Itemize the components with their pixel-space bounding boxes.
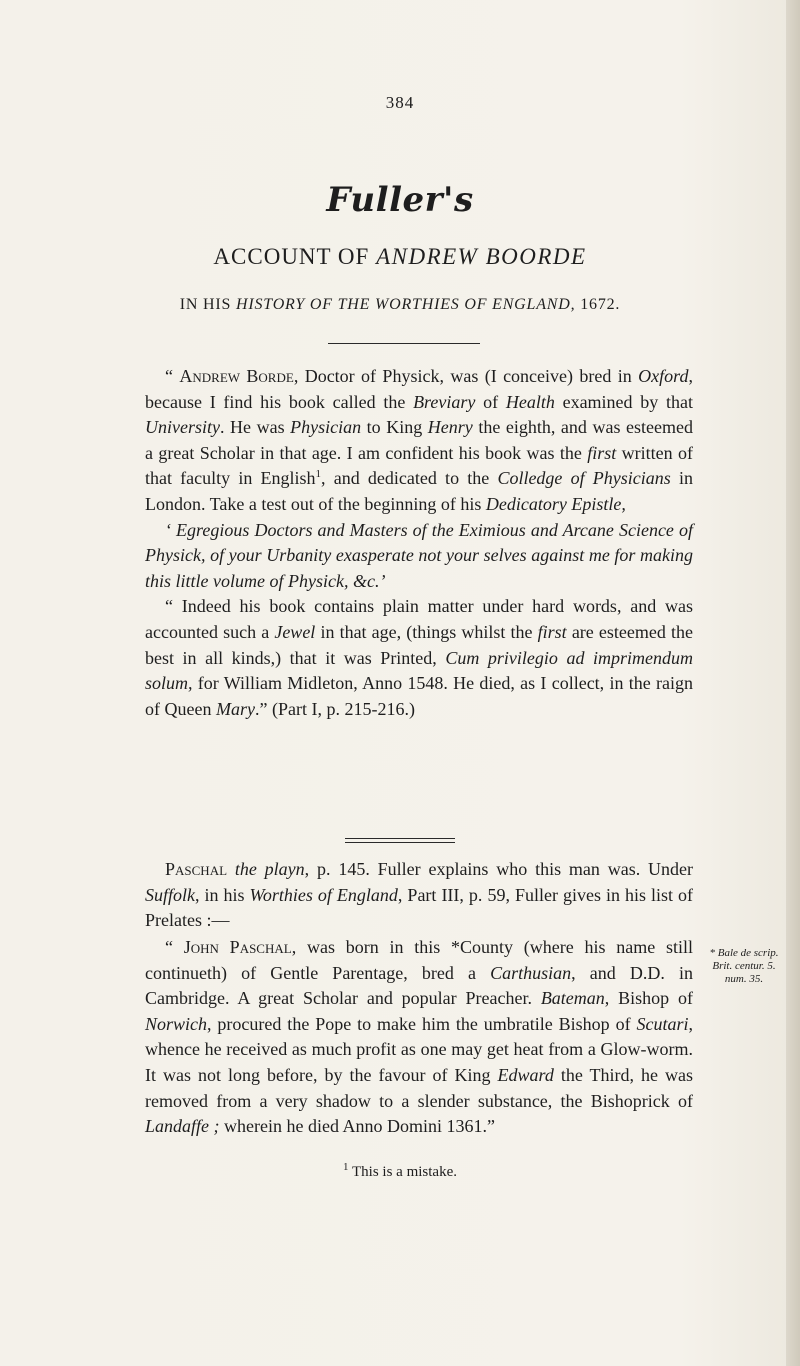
subtitle-italic: HISTORY OF THE WORTHIES OF ENGLAND, <box>236 296 576 313</box>
italic-run: University <box>145 417 220 438</box>
italic-run: Worthies of England <box>249 884 398 905</box>
text-run: .” (Part I, p. 215-216.) <box>254 698 415 719</box>
open-quote: “ <box>165 366 180 386</box>
paragraph-paschal <box>145 857 693 934</box>
text-run: , was born in this *County (where his name still continueth) of Gentle Parentage, bred a <box>145 937 693 983</box>
text-run: , and D.D. in Cambridge. A great Scholar and popular Preacher. <box>145 962 693 1009</box>
italic-run: Carthusian <box>490 962 572 983</box>
italic-run: first <box>537 621 567 642</box>
title-italic: ANDREW BOORDE <box>376 244 587 269</box>
italic-run: Henry <box>427 417 473 438</box>
quoted-epistle <box>145 518 693 595</box>
italic-run: first <box>587 442 617 463</box>
footnote-text: This is a mistake. <box>348 1164 457 1180</box>
footnote <box>0 1161 800 1181</box>
paragraph-borde <box>145 364 693 518</box>
name-small-caps: John Paschal <box>183 937 292 957</box>
text-run: , Doctor of Physick, was (I conceive) bred in <box>293 366 639 386</box>
italic-run: Jewel <box>274 621 316 642</box>
text-run: in that age, (things whilst the <box>315 621 538 642</box>
italic-run: Dedicatory Epistle, <box>485 493 626 514</box>
italic-run: Physician <box>290 417 362 438</box>
divider-rule <box>328 343 480 344</box>
page-number: 384 <box>385 93 415 112</box>
subtitle-plain-1: IN HIS <box>179 296 237 313</box>
text-run: the eighth, and was esteemed a great Scholar in that age. I am confident his book was the <box>145 417 693 463</box>
margin-note-line: Brit. centur. 5. <box>712 960 776 972</box>
paschal-intro-block <box>145 857 693 934</box>
italic-run: Colledge of Physicians <box>497 468 671 489</box>
text-run: wherein he died Anno Domini 1361.” <box>219 1116 495 1137</box>
paragraph-john-paschal <box>145 935 693 1140</box>
text-run: in London. Take a test out of the beginning of his <box>145 468 693 514</box>
text-run: of <box>475 391 506 412</box>
text-run: , Part III, p. 59, Fuller gives in his list of Prelates :— <box>145 884 694 931</box>
name-small-caps: Andrew Borde <box>179 366 294 386</box>
text-run: for William Midleton, Anno 1548. He died, as I collect, in the raign of Queen <box>145 673 693 719</box>
margin-note <box>703 947 785 986</box>
italic-run: Norwich <box>145 1013 208 1034</box>
text-run: . He was <box>219 417 291 438</box>
italic-run: Mary <box>215 698 255 719</box>
text-run: are esteemed the best in all kinds,) that it was Printed, <box>145 621 693 668</box>
name-small-caps: Paschal <box>165 859 228 879</box>
john-paschal-block <box>145 935 693 1140</box>
text-run: “ Indeed his book contains plain matter under hard words, and was accounted such a <box>145 596 693 642</box>
italic-run: Bateman <box>540 988 605 1009</box>
footnote-mark: 1 <box>343 1161 349 1173</box>
text-run: the Third, he was removed from a very shadow to a slender substance, the Bishoprick of <box>145 1064 694 1111</box>
italic-run: Oxford <box>638 366 689 386</box>
main-text-block <box>145 364 693 722</box>
italic-run: Cum privilegio ad imprimendum solum, <box>145 647 693 694</box>
text-run: , because I find his book called the <box>145 366 693 412</box>
subtitle-plain-2: 1672. <box>575 296 621 313</box>
text-run: , in his <box>195 884 250 905</box>
title-plain: ACCOUNT OF <box>213 244 377 269</box>
italic-run: Landaffe ; <box>145 1116 220 1137</box>
text-run: written of that faculty in English <box>145 442 693 489</box>
open-quote: “ <box>165 937 184 957</box>
italic-run: Edward <box>497 1064 554 1085</box>
italic-run: Breviary <box>413 391 476 412</box>
text-run: , Bishop of <box>604 988 693 1009</box>
text-run: , whence he received as much profit as one may get heat from a Glow-worm. It was not long before, by the favour of King <box>145 1013 693 1085</box>
text-run: , procured the Pope to make him the umbratile Bishop of <box>207 1013 637 1034</box>
text-run: examined by that <box>554 391 694 412</box>
double-divider-rule <box>345 838 455 843</box>
epistle-quote: ‘ Egregious Doctors and Masters of the Eximious and Arcane Science of Physick, of your Urbanity exasperate not your selves against me for making this little volume of Physick, &c.’ <box>145 519 693 591</box>
text-run: to King <box>361 417 428 438</box>
text-run <box>227 859 235 879</box>
italic-run: Health <box>505 391 555 412</box>
paragraph-jewel <box>145 594 693 722</box>
text-run: , and dedicated to the <box>321 468 498 489</box>
italic-run: Scutari <box>636 1013 689 1034</box>
page-title <box>0 244 800 270</box>
italic-run: the playn <box>234 859 305 879</box>
page-subtitle <box>0 296 800 314</box>
footnote-marker: 1 <box>315 468 322 481</box>
italic-run: Suffolk <box>145 884 195 905</box>
margin-note-line: * Bale de scrip. <box>709 947 779 959</box>
margin-note-line: num. 35. <box>724 973 764 985</box>
blackletter-heading: Fuller's <box>326 180 474 220</box>
text-run: , p. 145. Fuller explains who this man was. Under <box>304 859 694 879</box>
